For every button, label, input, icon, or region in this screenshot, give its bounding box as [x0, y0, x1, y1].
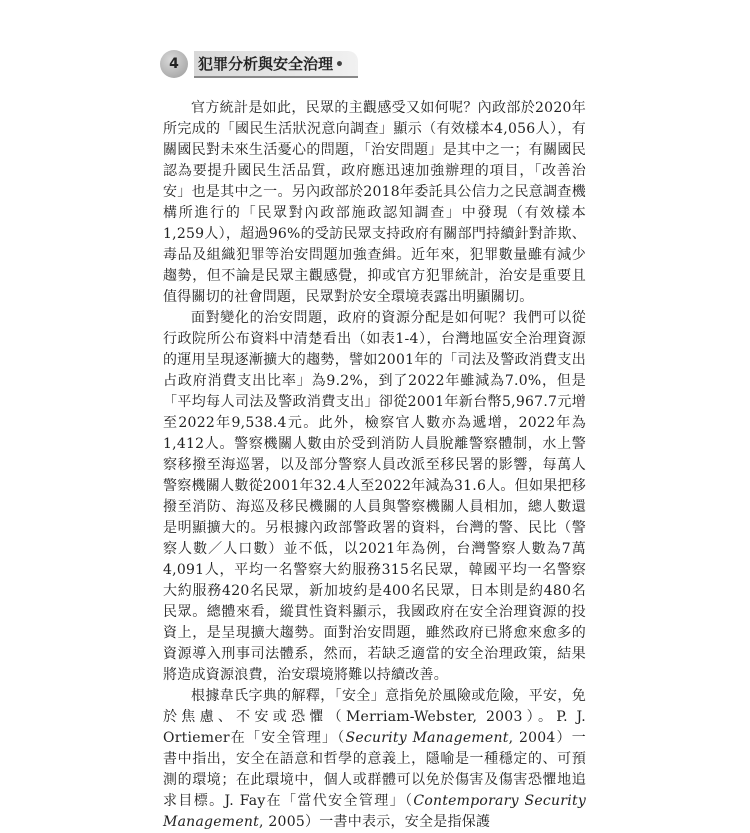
book-title-security-management: Security Management — [345, 730, 509, 746]
paragraph-2: 面對變化的治安問題，政府的資源分配是如何呢？我們可以從行政院所公布資料中清楚看出（如表1-4），台灣地區安全治理資源的運用呈現逐漸擴大的趨勢，譬如2001年的「司法及警政消費支出占政府消費支出比率」為9.2%，到了2022年雖減為7.0%，但是「平均每人司法及警政消費支出」卻從2001年新台幣5,967.7元增至2022年9,538.4元。此外，檢察官人數亦為遞增，2022年為1,412人。警察機關人數由於受到消防人員脫離警察體制，水上警察移撥至海巡署，以及部分警察人員改派至移民署的影響，每萬人警察機關人數從2001年32.4人至2022年減為31.6人。但如果把移撥至消防、海巡及移民機關的人員與警察機關人員相加，總人數還是明顯擴大的。另根據內政部警政署的資料，台灣的警、民比（警察人數／人口數）並不低，以2021年為例，台灣警察人數為7萬4,091人，平均一名警察大約服務315名民眾，韓國平均一名警察大約服務420名民眾，新加坡約是400名民眾，日本則是約480名民眾。總體來看，縱貫性資料顯示，我國政府在安全治理資源的投資上，是呈現擴大趨勢。面對治安問題，雖然政府已將愈來愈多的資源導入刑事司法體系，然而，若缺乏適當的安全治理政策，結果將造成資源浪費，治安環境將難以持續改善。 — [163, 310, 586, 683]
paragraph-3-seg-3: , 2005）一書中表示，安全是指保護 — [259, 814, 491, 830]
body-text — [163, 98, 586, 833]
title-ornament-icon: • — [335, 56, 344, 73]
paragraph-3 — [163, 686, 586, 833]
paragraph-3-seg-1: 根據韋氏字典的解釋，「安全」意指免於風險或危險，平安，免於焦慮、不安或恐懼（Merriam-Webster, 2003）。P. J. Ortiemer在「安全管理」（ — [163, 688, 586, 746]
running-title-text: 犯罪分析與安全治理 — [198, 54, 334, 73]
paragraph-3-seg-2: , 2004）一書中指出，安全在語意和哲學的意義上，隱喻是一種穩定的、可預測的環境；在此環境中，個人或群體可以免於傷害及傷害恐懼地追求目標。J. Fay在「當代安全管理」（ — [163, 730, 587, 809]
page-number-badge: 4 — [160, 50, 188, 78]
paragraph-1: 官方統計是如此，民眾的主觀感受又如何呢？內政部於2020年所完成的「國民生活狀況意向調查」顯示（有效樣本4,056人），有關國民對未來生活憂心的問題，「治安問題」是其中之一；有關國民認為要提升國民生活品質，政府應迅速加強辦理的項目，「改善治安」也是其中之一。另內政部於2018年委託具公信力之民意調查機構所進行的「民眾對內政部施政認知調查」中發現（有效樣本1,259人），超過96%的受訪民眾支持政府有關部門持續針對詐欺、毒品及組織犯罪等治安問題加強查緝。近年來，犯罪數量雖有減少趨勢，但不論是民眾主觀感覺，抑或官方犯罪統計，治安是重要且值得關切的社會問題，民眾對於安全環境表露出明顯關切。 — [163, 100, 586, 305]
book-title-contemporary-security-management: Contemporary Security Management — [163, 793, 586, 830]
running-title — [194, 51, 358, 78]
running-header — [160, 50, 358, 78]
